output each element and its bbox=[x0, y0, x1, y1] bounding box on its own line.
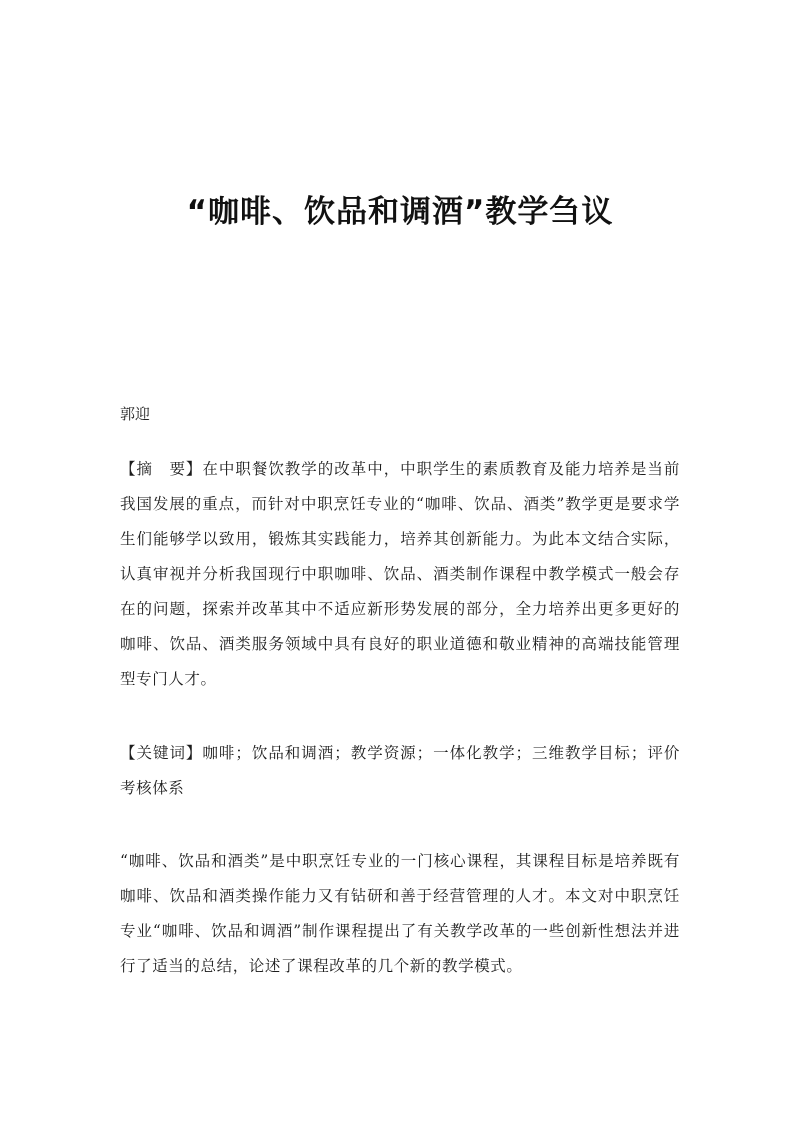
keywords-label: 【关键词】 bbox=[120, 744, 203, 762]
abstract-text: 在中职餐饮教学的改革中，中职学生的素质教育及能力培养是当前我国发展的重点，而针对中职烹饪专业的“咖啡、饮品、酒类”教学更是要求学生们能够学以致用，锻炼其实践能力，培养其创新能力。为此本文结合实际，认真审视并分析我国现行中职咖啡、饮品、酒类制作课程中教学模式一般会存在的问题，探索并改革其中不适应新形势发展的部分，全力培养出更多更好的咖啡、饮品、酒类服务领域中具有良好的职业道德和敬业精神的高端技能管理型专门人才。 bbox=[120, 460, 680, 688]
abstract-paragraph bbox=[120, 452, 680, 697]
keywords-text: 咖啡；饮品和调酒；教学资源；一体化教学；三维教学目标；评价考核体系 bbox=[120, 744, 680, 797]
author-name: 郭迎 bbox=[120, 405, 151, 423]
document-title: “咖啡、饮品和调酒”教学刍议 bbox=[186, 194, 614, 230]
abstract-label: 【摘 要】 bbox=[120, 460, 203, 478]
body-paragraph: “咖啡、饮品和酒类”是中职烹饪专业的一门核心课程，其课程目标是培养既有咖啡、饮品和酒类操作能力又有钻研和善于经营管理的人才。本文对中职烹饪专业“咖啡、饮品和调酒”制作课程提出了有关教学改革的一些创新性想法并进行了适当的总结，论述了课程改革的几个新的教学模式。 bbox=[120, 852, 680, 975]
keywords-paragraph bbox=[120, 736, 680, 806]
